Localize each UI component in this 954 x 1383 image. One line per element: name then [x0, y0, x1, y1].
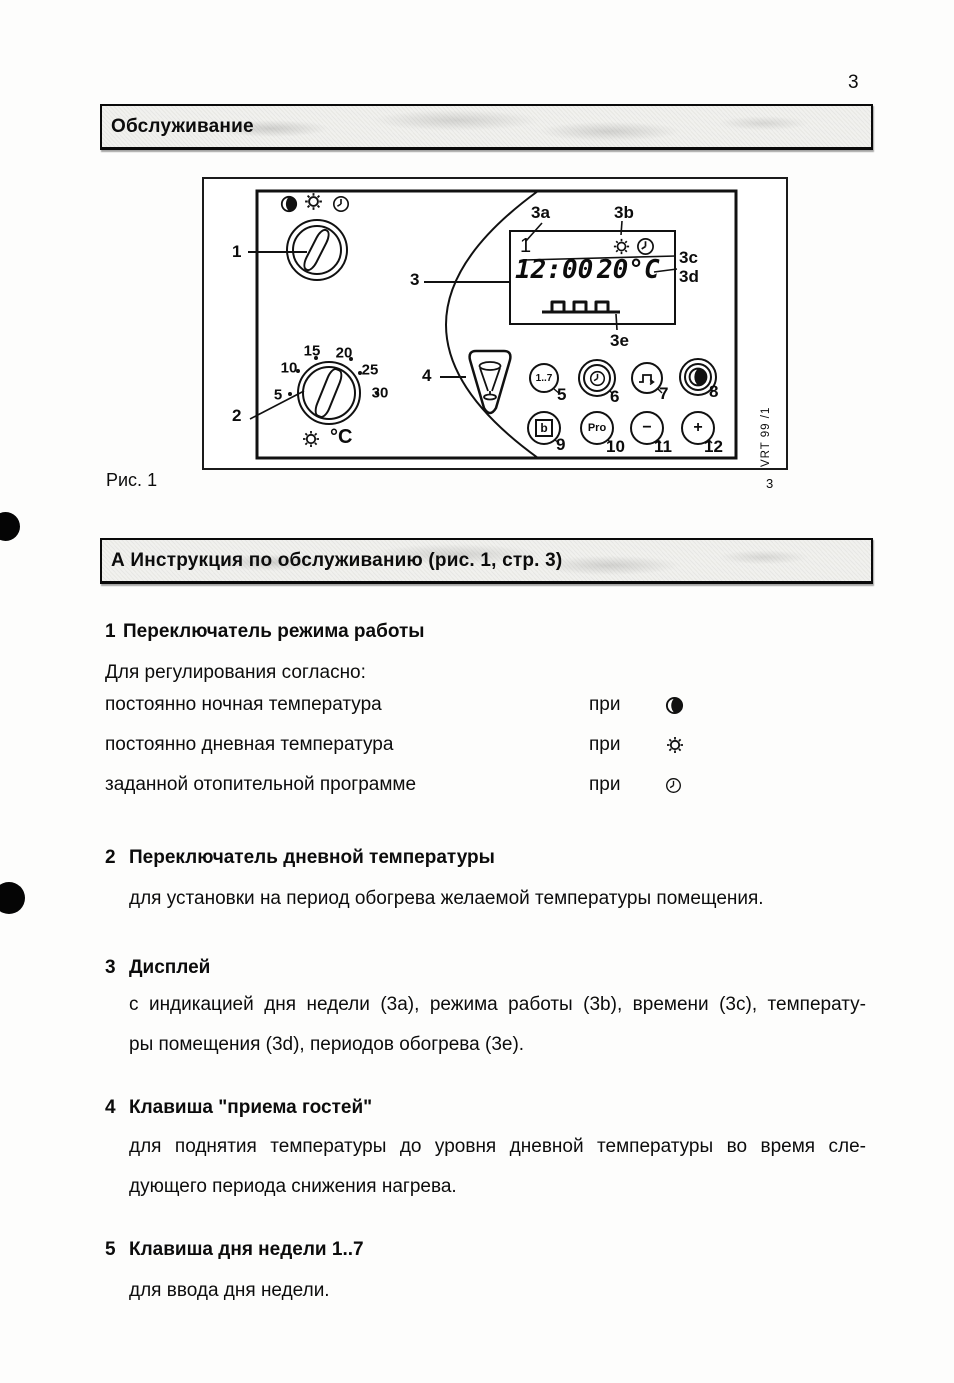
sun-icon	[301, 429, 321, 449]
section-title: Переключатель режима работы	[123, 621, 425, 642]
clock-icon	[665, 777, 866, 794]
sun-icon	[303, 191, 324, 212]
b-button-label: b	[540, 421, 548, 435]
section-5-heading	[105, 1238, 866, 1262]
callout-10: 10	[606, 437, 625, 456]
callout-12: 12	[704, 437, 723, 456]
section-number: 5	[105, 1239, 116, 1260]
temp-tick-25: 25	[361, 361, 379, 379]
sun-icon	[612, 237, 631, 256]
section-2-day-temp-dial	[105, 846, 866, 926]
callout-3: 3	[410, 270, 420, 289]
moon-icon	[688, 367, 708, 387]
section-3-display	[105, 956, 866, 1066]
figure-1-thermostat	[202, 177, 788, 470]
section-title: Дисплей	[129, 957, 211, 978]
callout-8: 8	[709, 382, 719, 401]
figure-caption: Рис. 1	[106, 470, 158, 490]
moon-icon	[665, 696, 866, 715]
section-number: 1	[105, 621, 116, 642]
banner-instructions-label: А Инструкция по обслуживанию (рис. 1, стр. 3)	[111, 549, 563, 571]
section-4-body-line: дующего периода снижения нагрева.	[129, 1176, 457, 1197]
section-number: 3	[105, 957, 116, 978]
section-4-heading	[105, 1096, 866, 1120]
punch-hole-mark	[0, 882, 25, 914]
section-3-body-line: ры помещения (3d), периодов обогрева (3e).	[129, 1034, 525, 1055]
callout-3b: 3b	[614, 203, 634, 222]
plus-icon: +	[693, 419, 703, 436]
mode-row-program	[105, 772, 866, 798]
callout-2: 2	[232, 406, 242, 425]
sun-icon	[665, 735, 866, 755]
display-time: 12:00	[515, 255, 594, 285]
mode-row-text: заданной отопительной программе	[105, 774, 417, 795]
section-4-guest-key	[105, 1096, 866, 1206]
figure-footer-number: 3	[766, 476, 774, 491]
banner-service-label: Обслуживание	[111, 115, 254, 137]
temp-tick-30: 30	[371, 384, 389, 402]
section-2-heading	[105, 846, 866, 870]
section-title: Клавиша дня недели 1..7	[129, 1239, 364, 1260]
celsius-unit: °C	[330, 426, 353, 448]
section-1-intro: Для регулирования согласно:	[105, 662, 366, 683]
mode-row-word: при	[589, 734, 621, 755]
mode-row-text: постоянно дневная температура	[105, 734, 394, 755]
device-code: VRT 99 /1	[760, 406, 772, 467]
mode-row-word: при	[589, 694, 621, 715]
callout-3e: 3e	[610, 331, 629, 350]
callout-1: 1	[232, 242, 242, 261]
temp-tick-20: 20	[335, 344, 353, 362]
day-select-label: 1..7	[535, 372, 553, 384]
callout-3d: 3d	[679, 267, 699, 286]
day-select-button	[529, 363, 559, 393]
minus-icon: −	[642, 419, 652, 436]
pulse-icon	[636, 369, 658, 387]
b-button-square	[535, 419, 553, 437]
program-button-label: Pro	[587, 422, 607, 434]
section-number: 4	[105, 1097, 116, 1118]
section-3-body-line: с индикацией дня недели (3a), режима работы (3b), времени (3c), температу-	[129, 994, 866, 1015]
mode-row-text: постоянно ночная температура	[105, 694, 382, 715]
mode-row-word: при	[589, 774, 621, 795]
time-button-ring	[583, 364, 611, 392]
clock-icon	[636, 237, 655, 256]
punch-hole-mark	[0, 512, 20, 541]
night-temp-ring	[684, 363, 712, 391]
temp-tick-15: 15	[303, 342, 321, 360]
display-panel	[509, 230, 676, 325]
callout-7: 7	[659, 384, 669, 403]
section-3-heading	[105, 956, 866, 980]
display-day: 1	[520, 235, 532, 257]
clock-icon	[589, 370, 606, 387]
callout-11: 11	[654, 437, 672, 456]
section-5-weekday-key	[105, 1238, 866, 1318]
banner-service	[100, 104, 873, 150]
mode-row-day	[105, 732, 866, 758]
section-5-body: для ввода дня недели.	[129, 1280, 330, 1301]
callout-3a: 3a	[531, 203, 550, 222]
section-1-mode-switch	[105, 620, 866, 810]
tick-dot	[288, 392, 292, 396]
temp-tick-10: 10	[280, 359, 298, 377]
section-1-heading	[105, 620, 866, 644]
section-title: Переключатель дневной температуры	[129, 847, 495, 868]
callout-4: 4	[422, 366, 432, 385]
banner-instructions	[100, 538, 873, 584]
party-glass-icon	[470, 351, 511, 413]
section-title: Клавиша "приема гостей"	[129, 1097, 373, 1118]
section-2-body: для установки на период обогрева желаемой температуры помещения.	[129, 888, 764, 909]
mode-row-night	[105, 692, 866, 718]
temp-tick-5: 5	[273, 386, 283, 404]
section-number: 2	[105, 847, 116, 868]
callout-5: 5	[557, 385, 567, 404]
clock-icon	[332, 195, 350, 213]
moon-icon	[280, 195, 298, 213]
callout-9: 9	[556, 435, 566, 454]
display-temperature: 20°C	[597, 255, 660, 285]
page-number: 3	[848, 72, 859, 93]
callout-3c: 3c	[679, 248, 698, 267]
callout-6: 6	[610, 387, 620, 406]
section-4-body-line: для поднятия температуры до уровня дневной температуры во время сле-	[129, 1136, 866, 1157]
